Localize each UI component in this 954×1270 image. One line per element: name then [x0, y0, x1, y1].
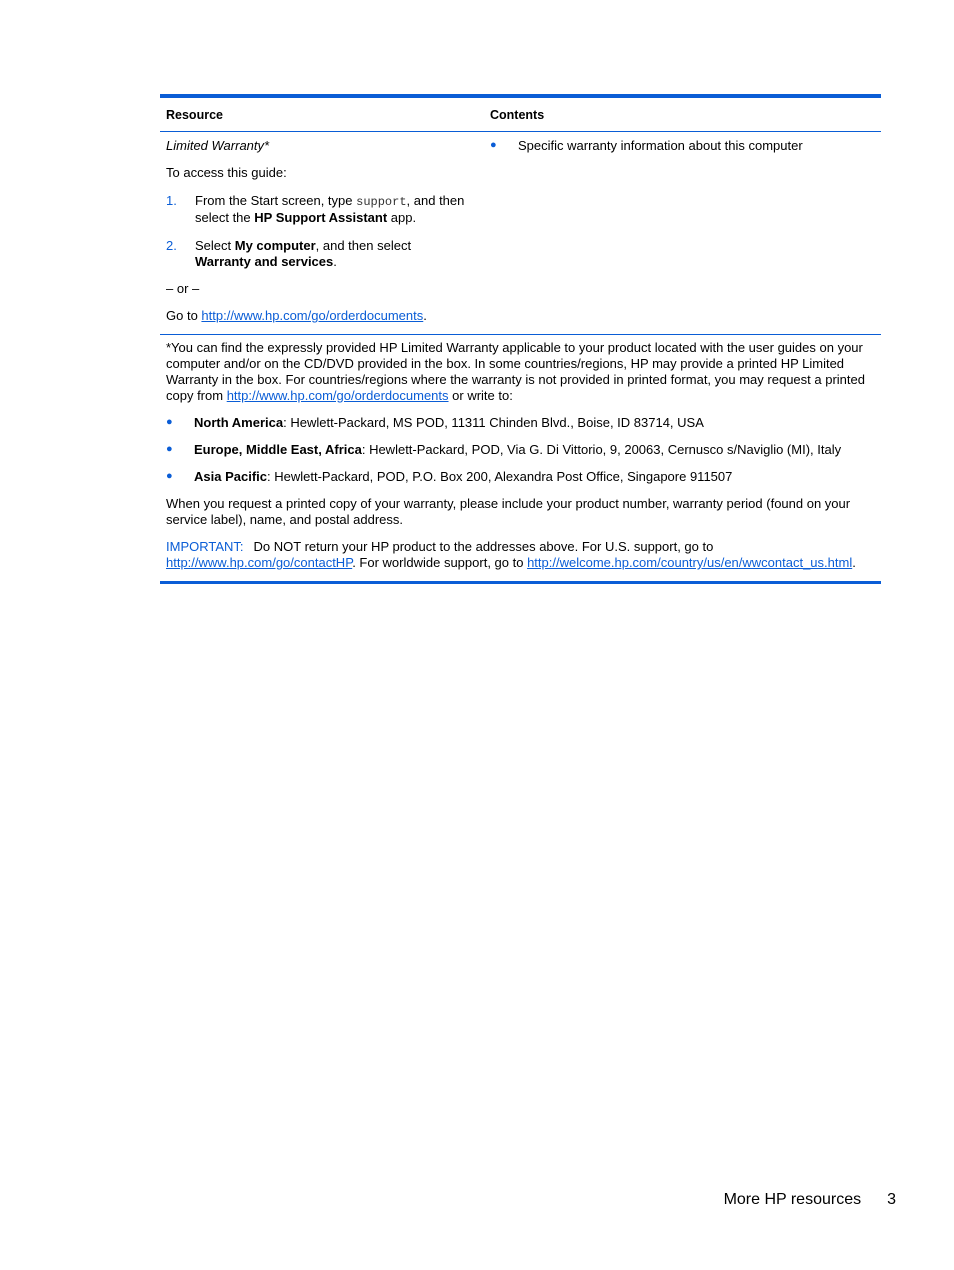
step-2 — [166, 238, 470, 270]
orderdocuments-link[interactable]: http://www.hp.com/go/orderdocuments — [226, 388, 449, 403]
resource-cell — [160, 132, 484, 334]
step-number: 1. — [166, 193, 177, 208]
step-text: From the Start screen, type support, and then select the HP Support Assistant app. — [195, 193, 465, 225]
footnote-para: *You can find the expressly provided HP Limited Warranty applicable to your product located with the user guides on your computer and/or on the CD/DVD provided in the box. In some countries/regions, HP may provide a printed HP Limited Warranty in the box. For countries/regions where the warranty is not provided in printed format, you may request a printed copy from http://www.hp.com/go/orderdocuments or write to: — [166, 340, 865, 403]
bullet-icon: ● — [166, 443, 173, 455]
region-label: Asia Pacific — [194, 469, 267, 484]
or-separator: – or – — [166, 281, 200, 296]
step-number: 2. — [166, 238, 177, 253]
contacthp-link[interactable]: http://www.hp.com/go/contactHP — [166, 555, 353, 570]
table-header — [160, 98, 881, 131]
step-text: Select My computer, and then select Warranty and services. — [195, 238, 412, 269]
table-bottom-rule — [160, 581, 881, 584]
resource-title: Limited Warranty* — [166, 138, 270, 153]
important-note: IMPORTANT: Do NOT return your HP product to the addresses above. For U.S. support, go to http://www.hp.com/go/contactHP. For worldwide support, go to http://welcome.hp.com/country/us/en/wwcontact_us.html. — [166, 539, 856, 570]
menu-warranty: Warranty and services — [195, 254, 334, 269]
footer-section: More HP resources — [723, 1191, 862, 1208]
app-name: HP Support Assistant — [254, 210, 388, 225]
request-para: When you request a printed copy of your warranty, please include your product number, warranty period (found on your service label), name, and postal address. — [166, 496, 851, 527]
header-contents: Contents — [490, 107, 545, 122]
goto-line: Go to http://www.hp.com/go/orderdocuments. — [166, 308, 427, 323]
contents-cell — [484, 132, 881, 334]
important-label: IMPORTANT: — [166, 539, 244, 554]
orderdocuments-link[interactable]: http://www.hp.com/go/orderdocuments — [201, 308, 424, 323]
wwcontact-link[interactable]: http://welcome.hp.com/country/us/en/wwcontact_us.html — [527, 555, 853, 570]
page-number: 3 — [887, 1191, 896, 1208]
resource-table — [160, 94, 881, 584]
page-footer — [724, 1191, 896, 1209]
list-item: ● Europe, Middle East, Africa: Hewlett-Packard, POD, Via G. Di Vittorio, 9, 20063, Cernusco s/Naviglio (MI), Italy — [166, 442, 842, 457]
region-label: North America — [194, 415, 284, 430]
bullet-icon: ● — [166, 416, 173, 428]
header-resource: Resource — [166, 107, 223, 122]
table-row — [160, 132, 881, 334]
list-item: ● Asia Pacific: Hewlett-Packard, POD, P.O. Box 200, Alexandra Post Office, Singapore 911507 — [166, 469, 733, 484]
region-label: Europe, Middle East, Africa — [194, 442, 362, 457]
menu-my-computer: My computer — [234, 238, 316, 253]
access-intro: To access this guide: — [166, 165, 287, 180]
step-1 — [166, 193, 470, 226]
list-item: ● North America: Hewlett-Packard, MS POD, 11311 Chinden Blvd., Boise, ID 83714, USA — [166, 415, 704, 430]
code-support: support — [356, 195, 407, 209]
bullet-icon: ● — [490, 139, 497, 151]
list-item: ● Specific warranty information about this computer — [490, 138, 803, 153]
footnote — [160, 335, 881, 581]
bullet-icon: ● — [166, 470, 173, 482]
